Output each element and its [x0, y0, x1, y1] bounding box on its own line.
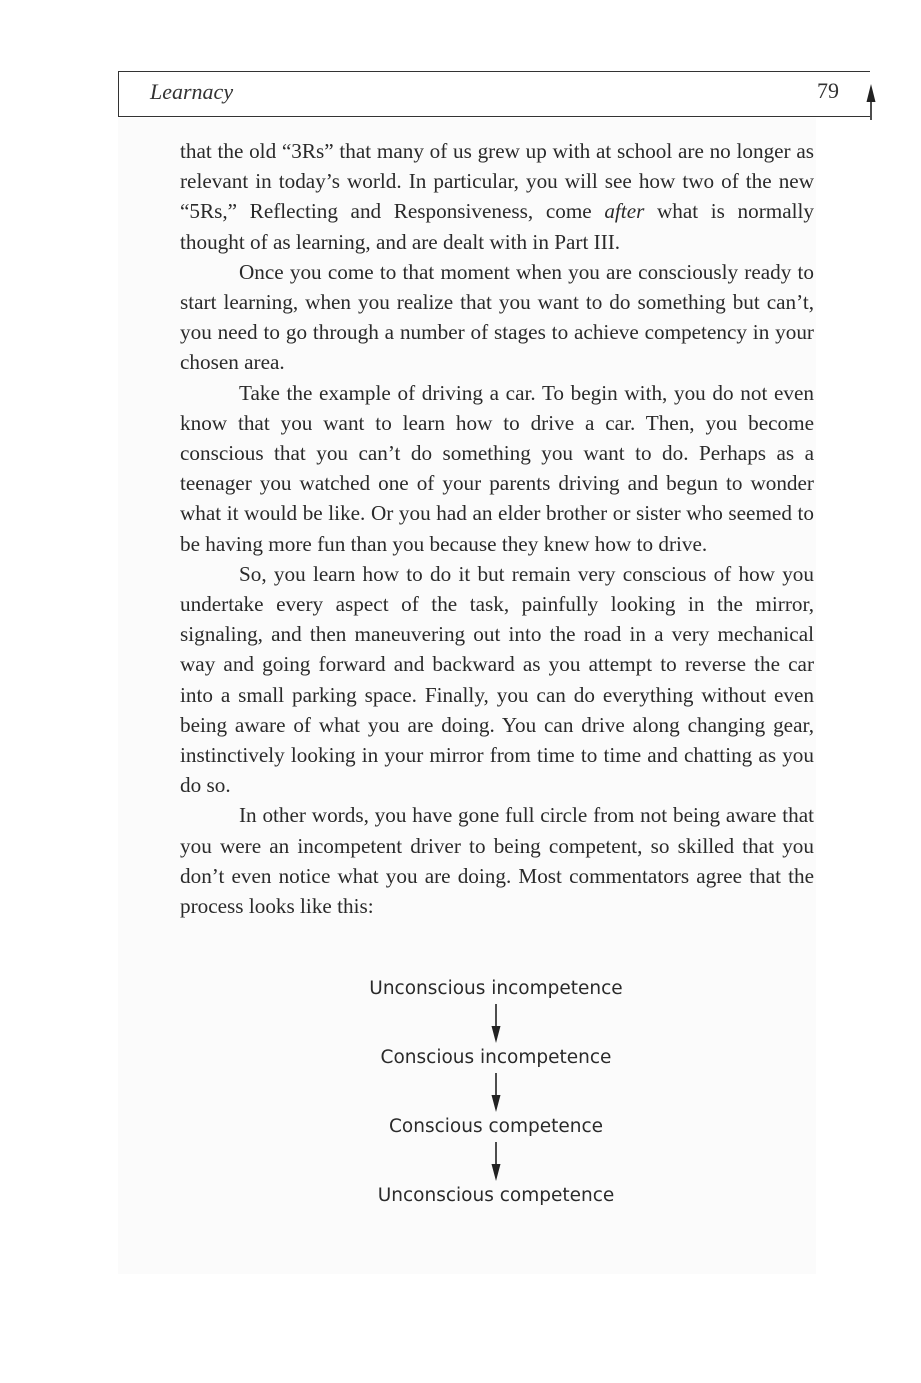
paragraph-1-text-before: that the old “3Rs” that many of us grew up with at school are no longer as relevant in today’s world. In particular, you will see how two of the new “5Rs,” Reflecting and Responsiveness, come	[180, 139, 814, 224]
corner-arrow-up-icon	[864, 84, 878, 120]
flow-step-conscious-competence: Conscious competence	[388, 1116, 604, 1137]
flow-step-conscious-incompetence: Conscious incompetence	[380, 1047, 612, 1068]
arrow-down-icon	[489, 1004, 503, 1043]
page-number: 79	[817, 78, 839, 103]
arrow-down-icon	[489, 1073, 503, 1112]
body-text	[180, 136, 814, 921]
paragraph-1-emphasis: after	[604, 199, 645, 224]
paragraph-1	[180, 136, 814, 257]
flow-step-unconscious-competence: Unconscious competence	[377, 1185, 615, 1206]
paragraph-1-text-after: what is normally thought of as learning, and are dealt with in Part III.	[180, 199, 814, 254]
arrow-down-icon	[489, 1142, 503, 1181]
running-head-title: Learnacy	[150, 79, 234, 104]
paragraph-4: So, you learn how to do it but remain very conscious of how you undertake every aspect of the task, painfully looking in the mirror, signaling, and then maneuvering out into the road in a very mechanical way and going forward and backward as you attempt to reverse the car into a small parking space. Finally, you can do everything without even being aware of what you are doing. You can drive along changing gear, instinctively looking in your mirror from time to time and chatting as you do so.	[180, 561, 814, 798]
paragraph-2: Once you come to that moment when you are consciously ready to start learning, when you realize that you want to do something but can’t, you need to go through a number of stages to achieve competency in your chosen area.	[180, 259, 814, 375]
paragraph-5: In other words, you have gone full circle from not being aware that you were an incompetent driver to being competent, so skilled that you don’t even notice what you are doing. Most commentators agree that the process looks like this:	[180, 803, 814, 919]
running-header	[118, 71, 870, 117]
paragraph-3: Take the example of driving a car. To begin with, you do not even know that you want to learn how to drive a car. Then, you become conscious that you can’t do something you want to do. Perhaps as a teenager you watched one of your parents driving and begun to wonder what it would be like. Or you had an elder brother or sister who seemed to be having more fun than you because they knew how to drive.	[180, 380, 814, 556]
flow-step-unconscious-incompetence: Unconscious incompetence	[369, 978, 623, 999]
competence-flow-diagram	[300, 974, 692, 1211]
